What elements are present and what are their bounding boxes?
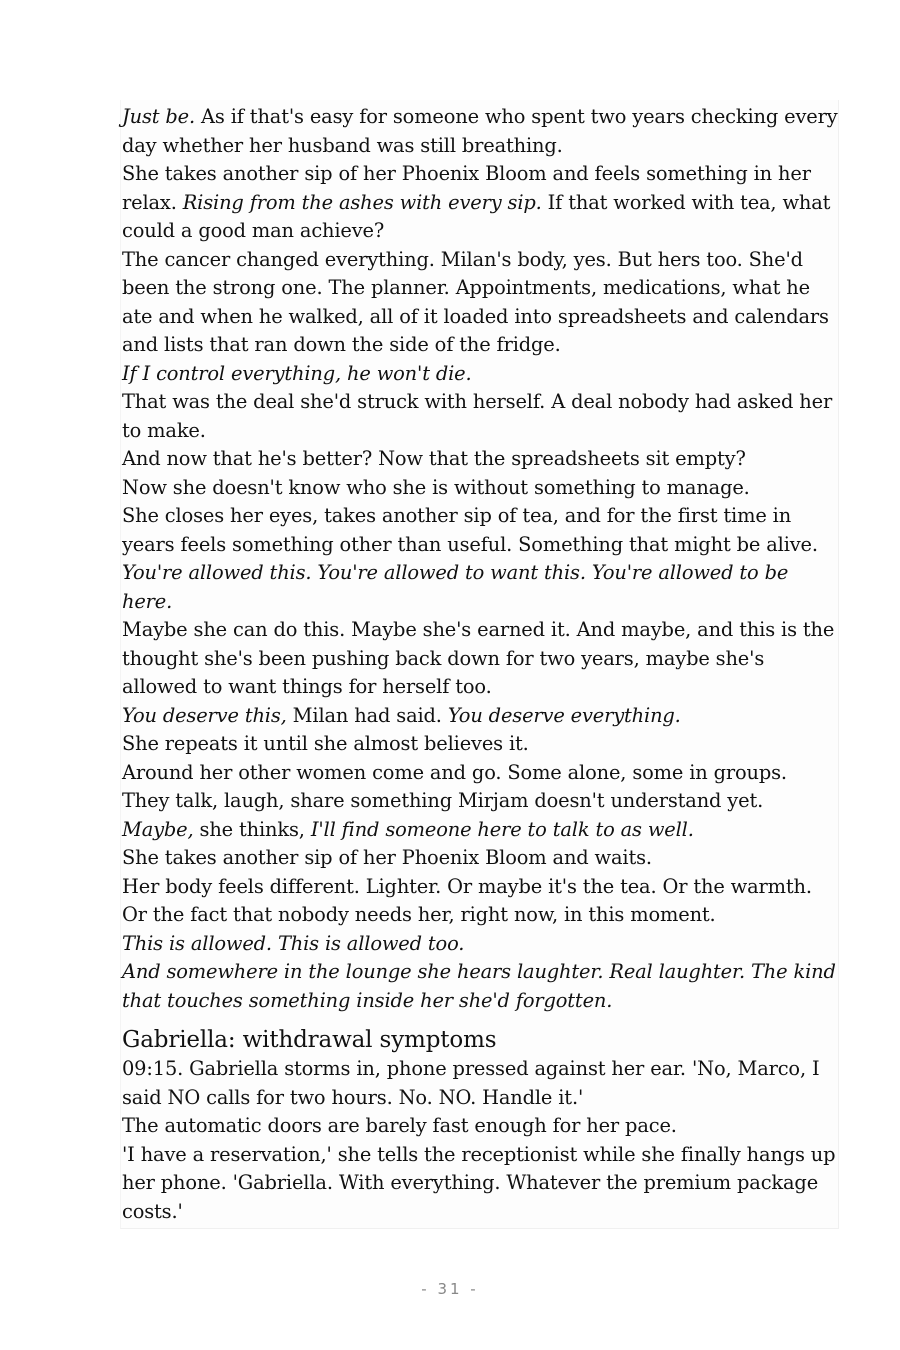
paragraph bbox=[122, 958, 840, 1015]
text-run: 'I have a reservation,' she tells the receptionist while she finally hangs up her phone. 'Gabriella. With everything. Whatever the premium package costs.' bbox=[122, 1142, 836, 1223]
italic-text: Rising from the ashes with every sip. bbox=[182, 190, 542, 214]
italic-text: You're allowed this. You're allowed to want this. You're allowed to be here. bbox=[122, 561, 789, 613]
text-run: She takes another sip of her Phoenix Bloom and feels something in her relax. bbox=[122, 162, 811, 214]
page-body bbox=[122, 103, 840, 1226]
italic-text: This is allowed. This is allowed too. bbox=[122, 931, 465, 955]
paragraph bbox=[122, 873, 840, 930]
text-run: Her body feels different. Lighter. Or maybe it's the tea. Or the warmth. Or the fact that nobody needs her, right now, in this moment. bbox=[122, 874, 812, 926]
page-number: - 31 - bbox=[421, 1280, 479, 1298]
italic-text: You deserve everything. bbox=[447, 703, 681, 727]
paragraph bbox=[122, 474, 840, 503]
paragraph bbox=[122, 559, 840, 616]
paragraph bbox=[122, 816, 840, 845]
paragraph bbox=[122, 103, 840, 160]
text-run: The cancer changed everything. Milan's body, yes. But hers too. She'd been the strong one. The planner. Appointments, medications, what he ate and when he walked, all of it loaded into spreadsheets and calendars and lists that ran down the side of the fridge. bbox=[122, 247, 829, 356]
paragraph bbox=[122, 360, 840, 389]
italic-text: I'll find someone here to talk to as well. bbox=[310, 817, 694, 841]
paragraph bbox=[122, 844, 840, 873]
text-run: As if that's easy for someone who spent two years checking every day whether her husband was still breathing. bbox=[122, 105, 838, 157]
italic-text: If I control everything, he won't die. bbox=[122, 361, 472, 385]
text-run: The automatic doors are barely fast enough for her pace. bbox=[122, 1114, 677, 1137]
text-run: She takes another sip of her Phoenix Bloom and waits. bbox=[122, 846, 652, 869]
paragraph-block bbox=[122, 1055, 840, 1226]
text-run: she thinks, bbox=[193, 817, 311, 841]
section-heading: Gabriella: withdrawal symptoms bbox=[122, 1027, 497, 1053]
italic-text: Maybe, bbox=[122, 817, 194, 841]
paragraph bbox=[122, 1141, 840, 1227]
paragraph bbox=[122, 616, 840, 702]
text-run: She closes her eyes, takes another sip of tea, and for the first time in years feels something other than useful. Something that might be alive. bbox=[122, 504, 818, 556]
italic-text: You deserve this, bbox=[122, 703, 287, 727]
paragraph-block bbox=[122, 103, 840, 1015]
italic-text: And somewhere in the lounge she hears laughter. Real laughter. The kind that touches something inside her she'd forgotten. bbox=[122, 960, 836, 1012]
text-run: Now she doesn't know who she is without something to manage. bbox=[122, 475, 750, 499]
paragraph bbox=[122, 702, 840, 731]
paragraph bbox=[122, 1112, 840, 1141]
text-run: And now that he's better? Now that the spreadsheets sit empty? bbox=[122, 447, 746, 470]
paragraph bbox=[122, 730, 840, 759]
paragraph bbox=[122, 445, 840, 474]
text-run: 09:15. Gabriella storms in, phone pressed against her ear. 'No, Marco, I said NO calls for two hours. No. NO. Handle it.' bbox=[122, 1057, 820, 1109]
text-run: Milan had said. bbox=[286, 703, 448, 727]
paragraph bbox=[122, 1055, 840, 1112]
text-run: Around her other women come and go. Some alone, some in groups. They talk, laugh, share something Mirjam doesn't understand yet. bbox=[122, 760, 787, 812]
paragraph bbox=[122, 388, 840, 445]
text-run: If that worked with tea, what could a good man achieve? bbox=[122, 190, 831, 242]
text-run: She repeats it until she almost believes it. bbox=[122, 732, 529, 755]
text-run: Maybe she can do this. Maybe she's earned it. And maybe, and this is the thought she's been pushing back down for two years, maybe she's allowed to want things for herself too. bbox=[122, 618, 835, 698]
paragraph bbox=[122, 160, 840, 246]
italic-text: Just be. bbox=[122, 105, 196, 128]
text-run: That was the deal she'd struck with herself. A deal nobody had asked her to make. bbox=[122, 390, 833, 442]
paragraph bbox=[122, 930, 840, 959]
paragraph bbox=[122, 502, 840, 559]
paragraph bbox=[122, 246, 840, 360]
paragraph bbox=[122, 759, 840, 816]
